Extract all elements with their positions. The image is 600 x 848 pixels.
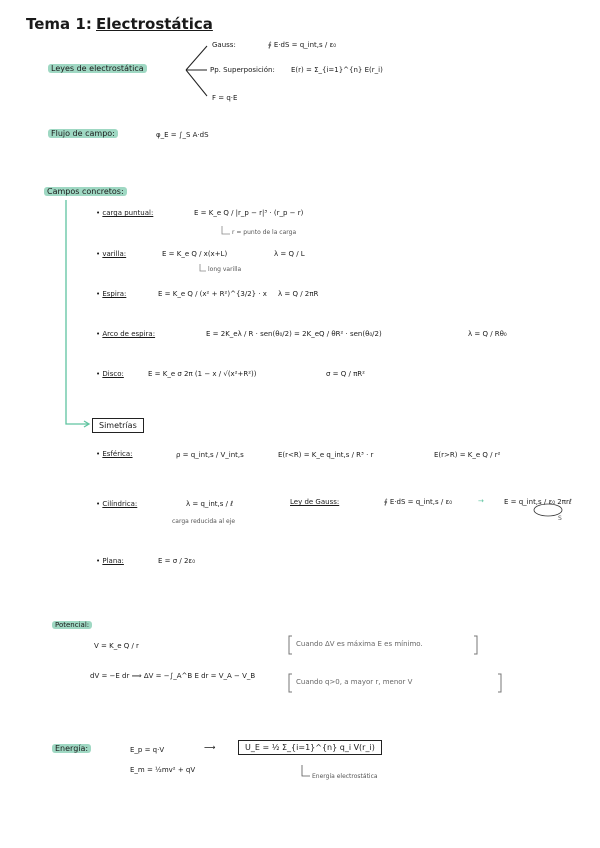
tema-label: Tema 1: (26, 15, 92, 33)
energia-note: Energía electrostática (312, 773, 378, 780)
gauss-label: Gauss: (212, 41, 236, 49)
flujo-label: Flujo de campo: (48, 129, 118, 138)
cilindrica-note: carga reducida al eje (172, 518, 236, 525)
espira-label: • Espira: (96, 290, 127, 298)
cilindrica-result: E = q_int,s / ε₀ 2πrℓ (504, 498, 572, 506)
espira-lambda: λ = Q / 2πR (278, 290, 319, 298)
potencial-differential: dV = −E dr ⟹ ΔV = −∫_A^B E dr = V_A − V_B (90, 672, 256, 680)
varilla-lambda: λ = Q / L (274, 250, 305, 258)
potencial-note-1: Cuando ΔV es máxima E es mínimo. (296, 640, 423, 648)
campos-label: Campos concretos: (44, 187, 127, 196)
arrow-right-icon: ⟶ (204, 743, 216, 752)
potencial-label: Potencial: (52, 621, 92, 629)
page-title: Electrostática (96, 15, 213, 33)
arco-lambda: λ = Q / Rθ₀ (468, 330, 507, 338)
disco-label: • Disco: (96, 370, 124, 378)
ley-gauss-equation: ∮ E·dS = q_int,s / ε₀ (384, 498, 453, 506)
carga-equation: E = K_e Q / |r_p − r|³ · (r_p − r) (194, 209, 304, 217)
simetrias-label: Simetrías (92, 418, 144, 433)
gauss-equation: ∮ E·dS = q_int,s / ε₀ (268, 41, 337, 49)
disco-sigma: σ = Q / πR² (326, 370, 365, 378)
carga-note: r = punto de la carga (232, 229, 297, 236)
energia-label: Energía: (52, 744, 91, 753)
arco-label: • Arco de espira: (96, 330, 156, 338)
arrow-icon: → (478, 497, 484, 505)
ley-gauss-label: Ley de Gauss: (290, 498, 340, 506)
arco-equation: E = 2K_eλ / R · sen(θ₀/2) = 2K_eQ / θR² · sen(θ₀/2) (206, 330, 382, 338)
superposicion-label: Pp. Superposición: (210, 66, 275, 74)
flujo-equation: φ_E = ∫_S A·dS (156, 131, 209, 139)
potencial-equation: V = K_e Q / r (94, 642, 139, 650)
esferica-interior: E(r<R) = K_e q_int,s / R³ · r (278, 451, 374, 459)
superposicion-equation: E(r) = Σ_{i=1}^{n} E(r_i) (291, 66, 383, 74)
esferica-rho: ρ = q_int,s / V_int,s (176, 451, 244, 459)
potencial-note-2: Cuando q>0, a mayor r, menor V (296, 678, 413, 686)
cilindrica-lambda: λ = q_int,s / ℓ (186, 500, 234, 508)
varilla-label: • varilla: (96, 250, 127, 258)
varilla-note: long varilla (208, 266, 242, 273)
energia-ue-box: U_E = ½ Σ_{i=1}^{n} q_i V(r_i) (238, 740, 382, 755)
varilla-equation: E = K_e Q / x(x+L) (162, 250, 228, 258)
leyes-label: Leyes de electrostática (48, 64, 147, 73)
surface-mark: S (558, 515, 562, 522)
energia-mecanica: E_m = ½mv² + qV (130, 766, 196, 774)
cilindrica-label: • Cilíndrica: (96, 500, 138, 508)
plana-label: • Plana: (96, 557, 124, 565)
carga-label: • carga puntual: (96, 209, 154, 217)
energia-potencial: E_p = q·V (130, 746, 165, 754)
espira-equation: E = K_e Q / (x² + R²)^{3/2} · x (158, 290, 267, 298)
esferica-label: • Esférica: (96, 450, 133, 458)
esferica-exterior: E(r>R) = K_e Q / r² (434, 451, 501, 459)
plana-equation: E = σ / 2ε₀ (158, 557, 196, 565)
fuerza-equation: F = q·E (212, 94, 238, 102)
disco-equation: E = K_e σ 2π (1 − x / √(x²+R²)) (148, 370, 257, 378)
